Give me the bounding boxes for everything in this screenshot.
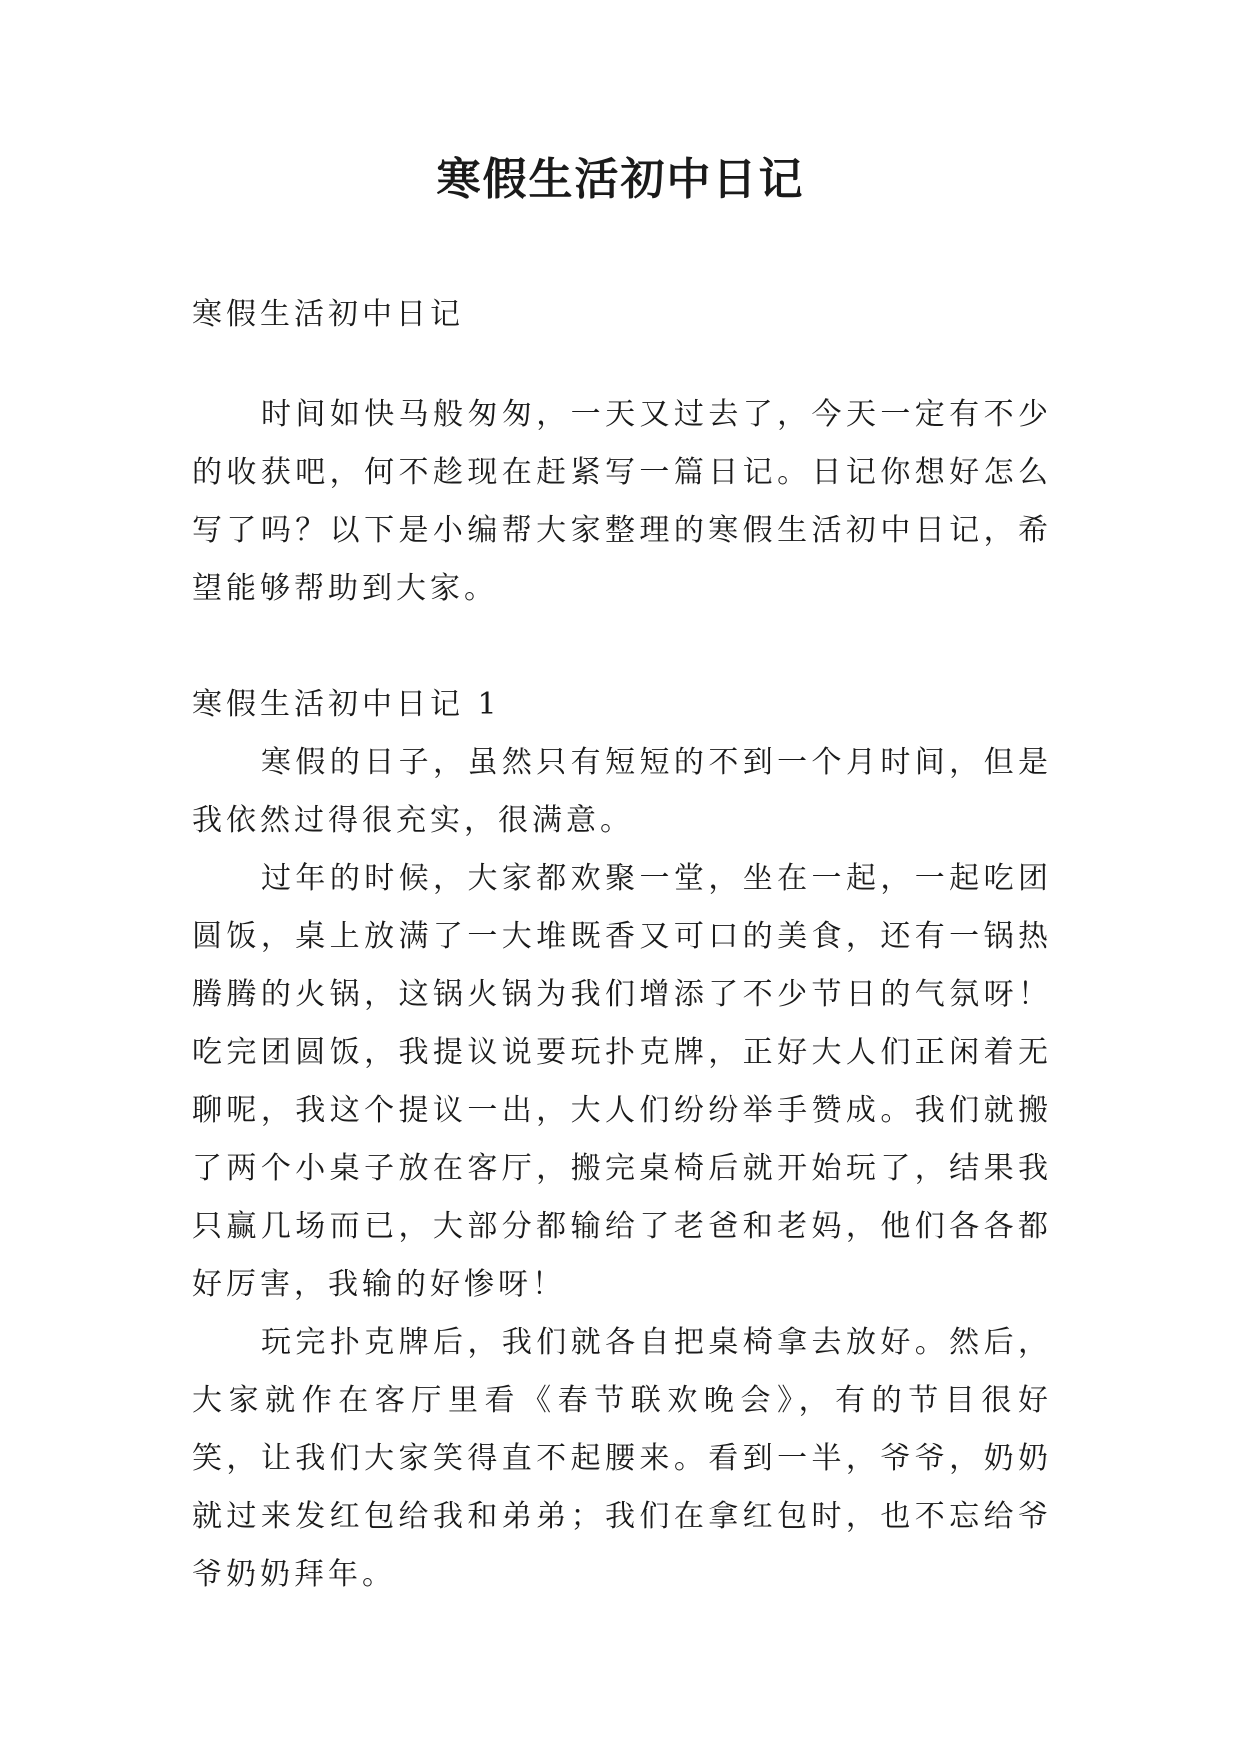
- document-body: [192, 286, 1052, 1604]
- document-title: 寒假生活初中日记: [436, 154, 805, 205]
- section-heading: 寒假生活初中日记 1: [192, 687, 501, 722]
- body-paragraph: 过年的时候，大家都欢聚一堂，坐在一起，一起吃团圆饭，桌上放满了一大堆既香又可口的美食，还有一锅热腾腾的火锅，这锅火锅为我们增添了不少节日的气氛呀！吃完团圆饭，我提议说要玩扑克牌，正好大人们正闲着无聊呢，我这个提议一出，大人们纷纷举手赞成。我们就搬了两个小桌子放在客厅，搬完桌椅后就开始玩了，结果我只赢几场而已，大部分都输给了老爸和老妈，他们各各都好厉害，我输的好惨呀！: [192, 861, 1052, 1302]
- document-subtitle: 寒假生活初中日记: [192, 297, 464, 332]
- intro-paragraph: 时间如快马般匆匆，一天又过去了，今天一定有不少的收获吧，何不趁现在赶紧写一篇日记。日记你想好怎么写了吗？以下是小编帮大家整理的寒假生活初中日记，希望能够帮助到大家。: [192, 397, 1052, 606]
- body-paragraph: 寒假的日子，虽然只有短短的不到一个月时间，但是我依然过得很充实，很满意。: [192, 745, 1052, 838]
- body-paragraph: 玩完扑克牌后，我们就各自把桌椅拿去放好。然后，大家就作在客厅里看《春节联欢晚会》，有的节目很好笑，让我们大家笑得直不起腰来。看到一半，爷爷，奶奶就过来发红包给我和弟弟；我们在拿红包时，也不忘给爷爷奶奶拜年。: [192, 1325, 1052, 1592]
